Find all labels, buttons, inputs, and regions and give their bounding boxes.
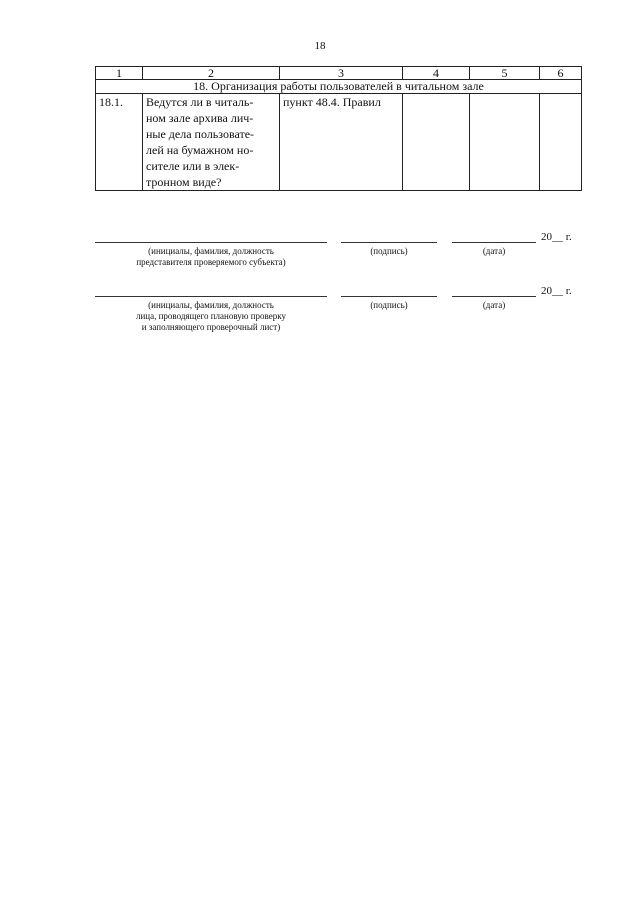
item-requirement: пункт 48.4. Правил xyxy=(280,94,403,191)
date-caption: (дата) xyxy=(482,246,506,256)
date-line xyxy=(452,242,536,243)
signature-caption: (подпись) xyxy=(370,300,408,310)
checklist-table xyxy=(95,66,582,191)
year-field: 20__ г. xyxy=(541,285,572,297)
date-caption: (дата) xyxy=(482,300,506,310)
item-question: Ведутся ли в читаль- ном зале архива лич- ные дела пользовате- лей на бумажном но- сителе или в элек- тронном виде? xyxy=(143,94,280,191)
name-caption: (инициалы, фамилия, должность представителя проверяемого субъекта) xyxy=(136,246,286,267)
column-number: 4 xyxy=(403,67,470,80)
item-number: 18.1. xyxy=(96,94,143,191)
signature-caption: (подпись) xyxy=(370,246,408,256)
section-title: 18. Организация работы пользователей в читальном зале xyxy=(96,80,582,94)
signature-line xyxy=(341,296,437,297)
column-number: 2 xyxy=(143,67,280,80)
item-cell-6 xyxy=(540,94,582,191)
column-number: 1 xyxy=(96,67,143,80)
year-field: 20__ г. xyxy=(541,231,572,243)
column-number: 5 xyxy=(470,67,540,80)
signature-line xyxy=(341,242,437,243)
name-line xyxy=(95,296,327,297)
table-row xyxy=(96,94,582,191)
name-line xyxy=(95,242,327,243)
column-number: 6 xyxy=(540,67,582,80)
name-caption: (инициалы, фамилия, должность лица, проводящего плановую проверку и заполняющего проверочный лист) xyxy=(135,300,286,332)
date-line xyxy=(452,296,536,297)
column-number: 3 xyxy=(280,67,403,80)
item-cell-4 xyxy=(403,94,470,191)
section-row xyxy=(96,80,582,94)
column-number-row xyxy=(96,67,582,80)
item-cell-5 xyxy=(470,94,540,191)
page-number: 18 xyxy=(314,40,326,52)
